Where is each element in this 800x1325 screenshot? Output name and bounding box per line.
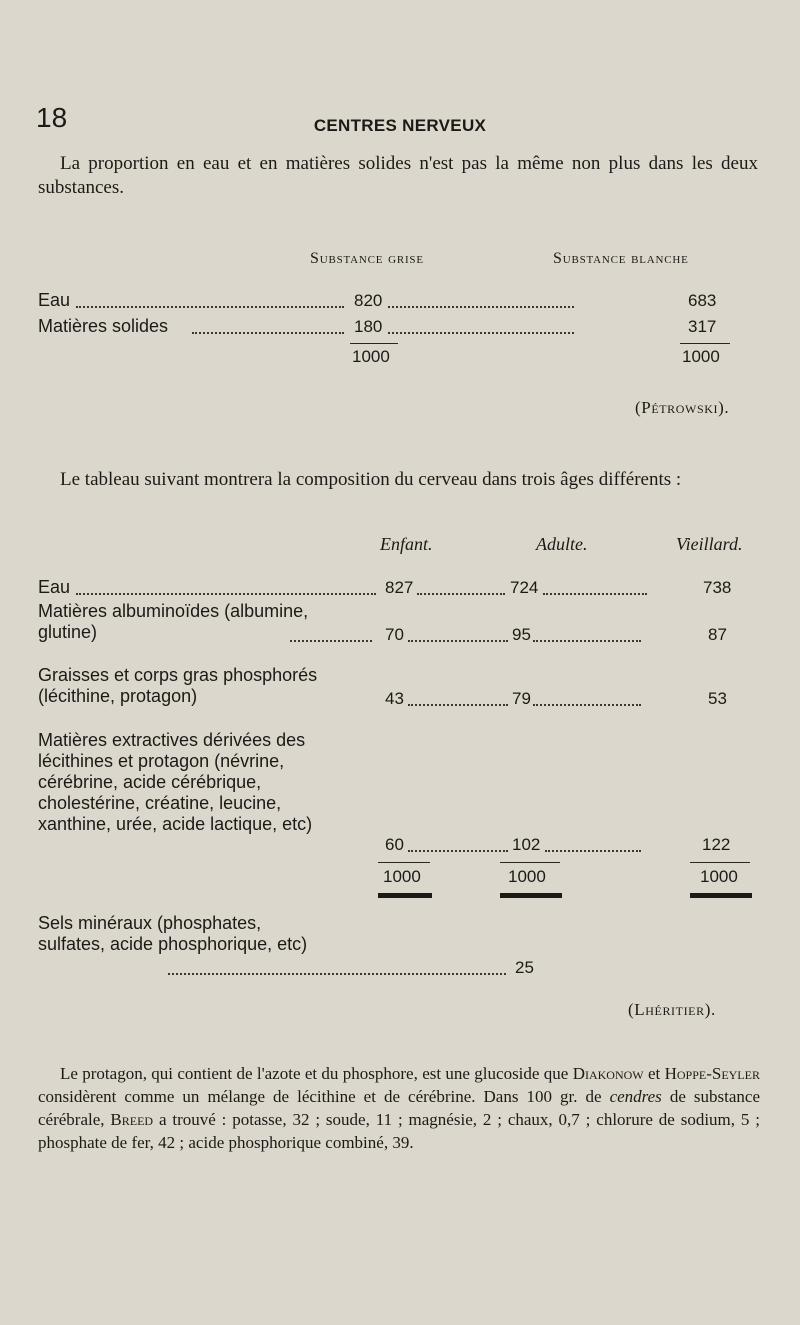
intro2-text: Le tableau suivant montrera la composition du cerveau dans trois âges différents : — [60, 469, 682, 490]
t2-header-adulte: Adulte. — [536, 534, 588, 554]
leader-dots — [388, 306, 574, 308]
t1-total: 1000 — [352, 347, 390, 366]
total-double-rule — [690, 893, 752, 898]
leader-dots — [388, 332, 574, 334]
total-rule — [378, 862, 430, 863]
leader-dots — [533, 640, 641, 642]
t2-cell: 43 — [385, 689, 404, 708]
closing-paragraph — [38, 1062, 760, 1154]
t2-cell: 102 — [512, 835, 541, 854]
t2-total: 1000 — [383, 867, 421, 886]
page-number: 18 — [36, 102, 68, 133]
t2-cell: 122 — [702, 835, 731, 854]
closing-text: de substance cérébrale, — [38, 1087, 760, 1129]
t1-header-grise: Substance grise — [310, 250, 424, 267]
leader-dots — [543, 593, 647, 595]
t2-cell: 70 — [385, 625, 404, 644]
total-double-rule — [378, 893, 432, 898]
t1-total: 1000 — [682, 347, 720, 366]
running-head: CENTRES NERVEUX — [313, 116, 487, 135]
t1-cell: 820 — [354, 291, 383, 310]
t2-total: 1000 — [700, 867, 738, 886]
total-double-rule — [500, 893, 562, 898]
total-rule — [690, 862, 750, 863]
t2-row-label: Graisses et corps gras phosphorés (lécithine, protagon) — [38, 665, 318, 706]
leader-dots — [76, 593, 376, 595]
total-rule — [500, 862, 560, 863]
t2-row-label: Eau — [38, 577, 71, 597]
leader-dots — [545, 850, 641, 852]
leader-dots — [168, 973, 506, 975]
t2-row-label: Matières albuminoïdes (albumine, glutine) — [38, 601, 309, 642]
t1-header-blanche: Substance blanche — [553, 250, 689, 267]
closing-text: Le protagon, qui contient de l'azote et du phosphore, est une glucoside que — [60, 1064, 569, 1083]
author-name: Hoppe-Seyler — [664, 1064, 760, 1083]
closing-text: a trouvé : potasse, 32 ; soude, 11 ; magnésie, 2 ; chaux, 0,7 ; chlorure de sodium, 5 ; phosphate de fer, 42 ; acide phosphorique combiné, 39. — [38, 1110, 760, 1152]
leader-dots — [76, 306, 344, 308]
leader-dots — [417, 593, 505, 595]
t2-extra-value: 25 — [515, 958, 534, 977]
t2-source: (Lhéritier). — [628, 1000, 716, 1019]
t2-cell: 53 — [708, 689, 727, 708]
t2-cell: 60 — [385, 835, 404, 854]
t1-cell: 317 — [688, 317, 717, 336]
author-name: Diakonow — [572, 1064, 644, 1083]
t2-header-enfant: Enfant. — [380, 534, 433, 554]
intro-paragraph — [38, 152, 758, 200]
t2-total: 1000 — [508, 867, 546, 886]
t2-row-label: Matières extractives dérivées des lécithines et protagon (névrine, cérébrine, acide cérébrique, cholestérine, créatine, leucine, xanthine, urée, acide lactique, etc) — [38, 730, 313, 834]
intro2-paragraph — [38, 468, 758, 492]
t2-header-vieillard: Vieillard. — [676, 534, 743, 554]
leader-dots — [408, 850, 508, 852]
author-name: Breed — [110, 1110, 154, 1129]
t2-cell: 827 — [385, 578, 414, 597]
t1-source: (Pétrowski). — [635, 398, 730, 417]
t2-extra-label: Sels minéraux (phosphates, sulfates, acide phosphorique, etc) — [38, 913, 308, 954]
total-rule — [680, 343, 730, 344]
t2-cell: 724 — [510, 578, 539, 597]
closing-text: et — [643, 1064, 665, 1083]
t1-row-label: Matières solides — [38, 316, 169, 336]
intro-text: La proportion en eau et en matières solides n'est pas la même non plus dans les deux substances. — [38, 153, 758, 198]
t1-cell: 180 — [354, 317, 383, 336]
t2-cell: 79 — [512, 689, 531, 708]
leader-dots — [408, 640, 508, 642]
leader-dots — [290, 640, 372, 642]
t2-cell: 87 — [708, 625, 727, 644]
closing-italic: cendres — [609, 1087, 662, 1106]
t2-cell: 738 — [703, 578, 732, 597]
t1-row-label: Eau — [38, 290, 71, 310]
t2-cell: 95 — [512, 625, 531, 644]
closing-text: considèrent comme un mélange de lécithine et de cérébrine. Dans 100 gr. de — [38, 1087, 610, 1106]
leader-dots — [408, 704, 508, 706]
total-rule — [350, 343, 398, 344]
leader-dots — [192, 332, 344, 334]
t1-cell: 683 — [688, 291, 717, 310]
leader-dots — [533, 704, 641, 706]
